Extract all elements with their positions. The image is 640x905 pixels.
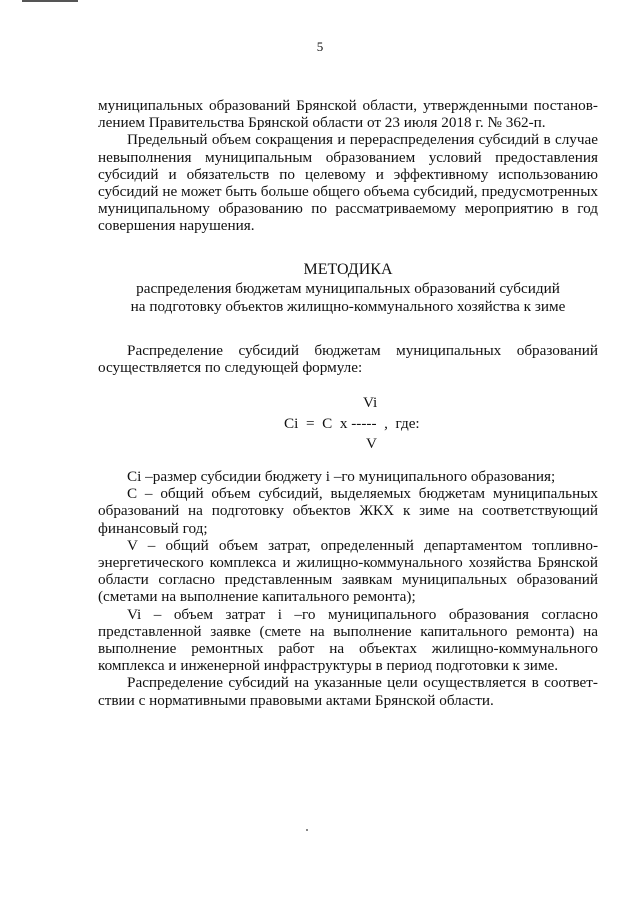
scan-dot bbox=[306, 829, 308, 831]
definition-c: С – общий объем субсидий, выделяемых бюджетам муниципальных образований на подготовку объектов ЖКХ к зиме на соответствующий финансовый год; bbox=[98, 485, 598, 537]
paragraph-formula-intro: Распределение субсидий бюджетам муниципальных образований осуществляется по следующей формуле: bbox=[98, 341, 598, 376]
page-number: 5 bbox=[316, 39, 324, 54]
method-subtitle-line-1: распределения бюджетам муниципальных образований субсидий bbox=[136, 279, 560, 297]
formula-denominator: V bbox=[366, 435, 377, 453]
formula bbox=[98, 394, 598, 456]
paragraph-limit: Предельный объем сокращения и перераспределения субсидий в случае невыполнения муниципальным образованием условий предоставления субсидий и обязательств по целевому и эффективному использованию субсидий не может быть больше общего объема субсидий, предусмотренных муниципальному образованию по рассматриваемому мероприятию в год совершения нарушения. bbox=[98, 131, 598, 235]
document-body bbox=[98, 97, 598, 709]
definition-v: V – общий объем затрат, определенный департаментом топливно-энергетического комплекса и жилищно-коммунального хозяйства Брянской области согласно представленным заявкам муниципальных образований (сметами на выполнение капитального ремонта); bbox=[98, 536, 598, 606]
formula-main: Ci = C х ----- , где: bbox=[284, 415, 420, 433]
method-heading bbox=[98, 260, 598, 316]
paragraph-continuation: муниципальных образований Брянской области, утвержденными постанов-лением Правительства Брянской области от 23 июля 2018 г. № 362-п. bbox=[98, 97, 598, 132]
scan-edge-mark bbox=[22, 0, 78, 2]
formula-numerator: Vi bbox=[363, 394, 378, 412]
method-subtitle-line-2: на подготовку объектов жилищно-коммунального хозяйства к зиме bbox=[130, 297, 566, 315]
paragraph-final: Распределение субсидий на указанные цели осуществляется в соответ-ствии с нормативными правовыми актами Брянской области. bbox=[98, 674, 598, 709]
definition-ci: Ci –размер субсидии бюджету i –го муниципального образования; bbox=[127, 468, 556, 486]
definition-vi: Vi – объем затрат i –го муниципального образования согласно представленной заявке (смете на выполнение капитального ремонта) на выполнение ремонтных работ на объектах жилищно-коммунального комплекса и инженерной инфраструктуры в период подготовки к зиме. bbox=[98, 605, 598, 675]
method-title: МЕТОДИКА bbox=[303, 260, 393, 278]
